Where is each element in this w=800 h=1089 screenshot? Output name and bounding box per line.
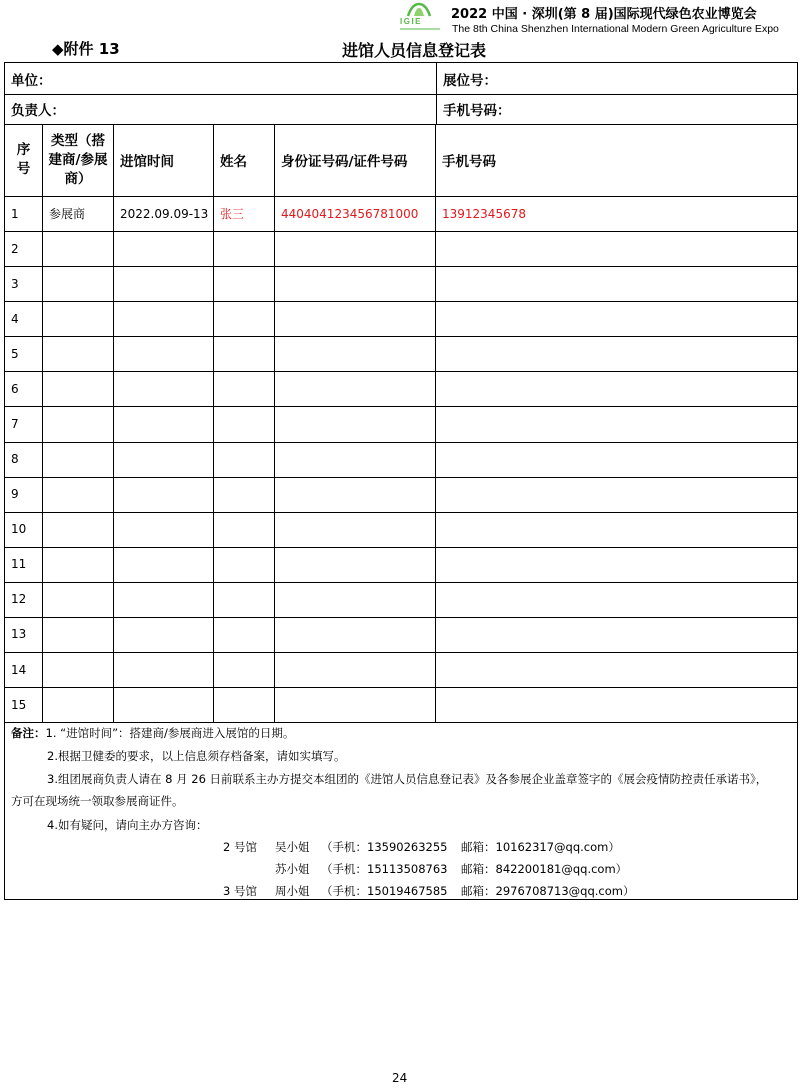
- col-type: 类型（搭建商/参展商）: [43, 124, 114, 196]
- contact-line: 3 号馆 周小姐 （手机：15019467585 邮箱：2976708713@qq.com）: [223, 884, 635, 898]
- table-row: [5, 196, 797, 232]
- cell-type[interactable]: [43, 582, 114, 617]
- cell-entry-time[interactable]: [114, 652, 214, 687]
- cell-seq: 3: [5, 266, 43, 301]
- cell-phone[interactable]: [436, 687, 797, 722]
- col-id-number: 身份证号码/证件号码: [275, 124, 436, 196]
- cell-phone[interactable]: 13912345678: [442, 206, 526, 221]
- col-name: 姓名: [214, 124, 275, 196]
- cell-id-no[interactable]: [275, 687, 436, 722]
- cell-name[interactable]: [214, 687, 275, 722]
- cell-id-no[interactable]: [275, 652, 436, 687]
- notes-note-4: 4.如有疑问，请向主办方咨询：: [47, 818, 208, 832]
- cell-id-no[interactable]: 440404123456781000: [275, 196, 436, 231]
- cell-name[interactable]: [214, 336, 275, 371]
- cell-seq: 2: [5, 231, 43, 266]
- cell-phone[interactable]: [436, 371, 797, 406]
- cell-name[interactable]: [214, 547, 275, 582]
- notes-note-3: 3.组团展商负责人请在 8 月 26 日前联系主办方提交本组团的《进馆人员信息登记表》及各参展企业盖章签字的《展会疫情防控责任承诺书》，方可在现场统一领取参展商证件。: [11, 772, 768, 808]
- cell-id-no[interactable]: [275, 231, 436, 266]
- cell-name[interactable]: [214, 231, 275, 266]
- notes-note-2: 2.根据卫健委的要求，以上信息须存档备案，请如实填写。: [47, 749, 346, 763]
- email-link[interactable]: 邮箱：10162317@qq.com）: [461, 840, 620, 854]
- contact-line: 2 号馆 吴小姐 （手机：13590263255 邮箱：10162317@qq.com）: [223, 840, 620, 854]
- cell-entry-time[interactable]: [114, 442, 214, 477]
- table-row: [5, 477, 797, 513]
- cell-entry-time[interactable]: [114, 617, 214, 652]
- table-row: [5, 301, 797, 337]
- cell-type[interactable]: [43, 652, 114, 687]
- cell-seq: 15: [5, 687, 43, 722]
- cell-phone[interactable]: [436, 582, 797, 617]
- unit-label: 单位：: [11, 72, 52, 89]
- cell-seq: 14: [5, 652, 43, 687]
- cell-name[interactable]: [214, 301, 275, 336]
- cell-name[interactable]: [214, 652, 275, 687]
- cell-seq: 5: [5, 336, 43, 371]
- notes-note-1: 备注：1. “进馆时间”：搭建商/参展商进入展馆的日期。: [11, 726, 295, 740]
- cell-entry-time[interactable]: [114, 301, 214, 336]
- person-in-charge-label: 负责人：: [11, 103, 65, 119]
- email-link[interactable]: 邮箱：842200181@qq.com）: [461, 862, 628, 876]
- cell-entry-time[interactable]: 2022.09.09-13: [114, 196, 214, 231]
- notes-label: 备注：: [11, 726, 46, 740]
- page-number: 24: [392, 1071, 408, 1085]
- cell-entry-time[interactable]: [114, 371, 214, 406]
- cell-entry-time[interactable]: [114, 266, 214, 301]
- table-row: [5, 231, 797, 267]
- cell-phone[interactable]: [436, 406, 797, 441]
- table-row: [5, 512, 797, 548]
- cell-id-no[interactable]: [275, 547, 436, 582]
- unit-row: [5, 63, 797, 95]
- page-title: 进馆人员信息登记表: [342, 41, 487, 60]
- cell-phone[interactable]: [436, 617, 797, 652]
- cell-phone[interactable]: [436, 442, 797, 477]
- cell-type[interactable]: [43, 687, 114, 722]
- table-row: [5, 687, 797, 723]
- contact-row: [5, 94, 797, 125]
- logo-subtext: [400, 27, 440, 32]
- cell-entry-time[interactable]: [114, 406, 214, 441]
- cell-name[interactable]: [214, 371, 275, 406]
- page-header: [396, 2, 796, 38]
- booth-label: 展位号：: [443, 72, 497, 89]
- cell-id-no[interactable]: [275, 371, 436, 406]
- cell-type[interactable]: [43, 266, 114, 301]
- cell-id-no[interactable]: [275, 336, 436, 371]
- cell-seq: 1: [5, 196, 43, 231]
- cell-seq: 9: [5, 477, 43, 512]
- annex-label: ◆附件 13: [52, 40, 120, 58]
- cell-type[interactable]: [43, 547, 114, 582]
- cell-name[interactable]: 张三: [214, 196, 275, 231]
- cell-type[interactable]: [43, 442, 114, 477]
- table-row: [5, 371, 797, 407]
- cell-name[interactable]: [214, 266, 275, 301]
- cell-type[interactable]: [43, 301, 114, 336]
- cell-id-no[interactable]: [275, 266, 436, 301]
- table-row: [5, 406, 797, 442]
- expo-title-en: The 8th China Shenzhen International Modern Green Agriculture Expo: [452, 23, 779, 35]
- cell-id-no[interactable]: [275, 442, 436, 477]
- cell-seq: 7: [5, 406, 43, 441]
- cell-entry-time[interactable]: [114, 547, 214, 582]
- cell-phone[interactable]: [436, 266, 797, 301]
- unit-field[interactable]: [5, 63, 437, 94]
- email-link[interactable]: 邮箱：2976708713@qq.com）: [461, 884, 635, 898]
- cell-seq: 10: [5, 512, 43, 547]
- cell-id-no[interactable]: [275, 301, 436, 336]
- cell-name[interactable]: [214, 617, 275, 652]
- mobile-label: 手机号码：: [443, 103, 511, 119]
- cell-seq: 11: [5, 547, 43, 582]
- table-row: [5, 617, 797, 653]
- expo-logo: [396, 2, 442, 36]
- cell-entry-time[interactable]: [114, 231, 214, 266]
- cell-type[interactable]: [43, 617, 114, 652]
- cell-id-no[interactable]: [275, 512, 436, 547]
- cell-phone[interactable]: [436, 477, 797, 512]
- table-row: [5, 582, 797, 618]
- cell-seq: 13: [5, 617, 43, 652]
- col-phone: 手机号码: [442, 154, 496, 170]
- cell-name[interactable]: [214, 582, 275, 617]
- cell-seq: 6: [5, 371, 43, 406]
- booth-field[interactable]: [437, 63, 797, 94]
- table-row: [5, 336, 797, 372]
- registration-table: [4, 62, 798, 900]
- table-row: [5, 547, 797, 583]
- leaf-icon: [406, 2, 432, 18]
- cell-phone[interactable]: [436, 547, 797, 582]
- expo-title-cn: 2022 中国 · 深圳(第 8 届)国际现代绿色农业博览会: [451, 7, 757, 22]
- cell-name[interactable]: [214, 477, 275, 512]
- cell-type[interactable]: 参展商: [43, 196, 114, 231]
- cell-name[interactable]: [214, 406, 275, 441]
- cell-entry-time[interactable]: [114, 336, 214, 371]
- cell-entry-time[interactable]: [114, 512, 214, 547]
- table-row: [5, 442, 797, 478]
- cell-seq: 4: [5, 301, 43, 336]
- cell-type[interactable]: [43, 231, 114, 266]
- cell-seq: 12: [5, 582, 43, 617]
- cell-phone[interactable]: [436, 231, 797, 266]
- cell-entry-time[interactable]: [114, 687, 214, 722]
- cell-name[interactable]: [214, 442, 275, 477]
- col-entry-time: 进馆时间: [114, 124, 214, 196]
- cell-type[interactable]: [43, 371, 114, 406]
- cell-id-no[interactable]: [275, 406, 436, 441]
- table-row: [5, 652, 797, 688]
- cell-entry-time[interactable]: [114, 582, 214, 617]
- cell-seq: 8: [5, 442, 43, 477]
- column-header-row: [5, 124, 797, 197]
- mobile-field[interactable]: [437, 94, 797, 124]
- person-in-charge-field[interactable]: [5, 94, 437, 124]
- cell-entry-time[interactable]: [114, 477, 214, 512]
- cell-phone[interactable]: [436, 512, 797, 547]
- cell-type[interactable]: [43, 336, 114, 371]
- logo-text: IGIE: [400, 17, 423, 26]
- table-row: [5, 266, 797, 302]
- cell-phone[interactable]: [436, 301, 797, 336]
- cell-type[interactable]: [43, 477, 114, 512]
- cell-type[interactable]: [43, 512, 114, 547]
- cell-type[interactable]: [43, 406, 114, 441]
- cell-id-no[interactable]: [275, 617, 436, 652]
- cell-id-no[interactable]: [275, 477, 436, 512]
- contact-line: 苏小姐 （手机：15113508763 邮箱：842200181@qq.com）: [275, 862, 628, 876]
- cell-phone[interactable]: [436, 652, 797, 687]
- cell-name[interactable]: [214, 512, 275, 547]
- cell-id-no[interactable]: [275, 582, 436, 617]
- col-seq: 序号: [5, 124, 43, 196]
- cell-phone[interactable]: [436, 336, 797, 371]
